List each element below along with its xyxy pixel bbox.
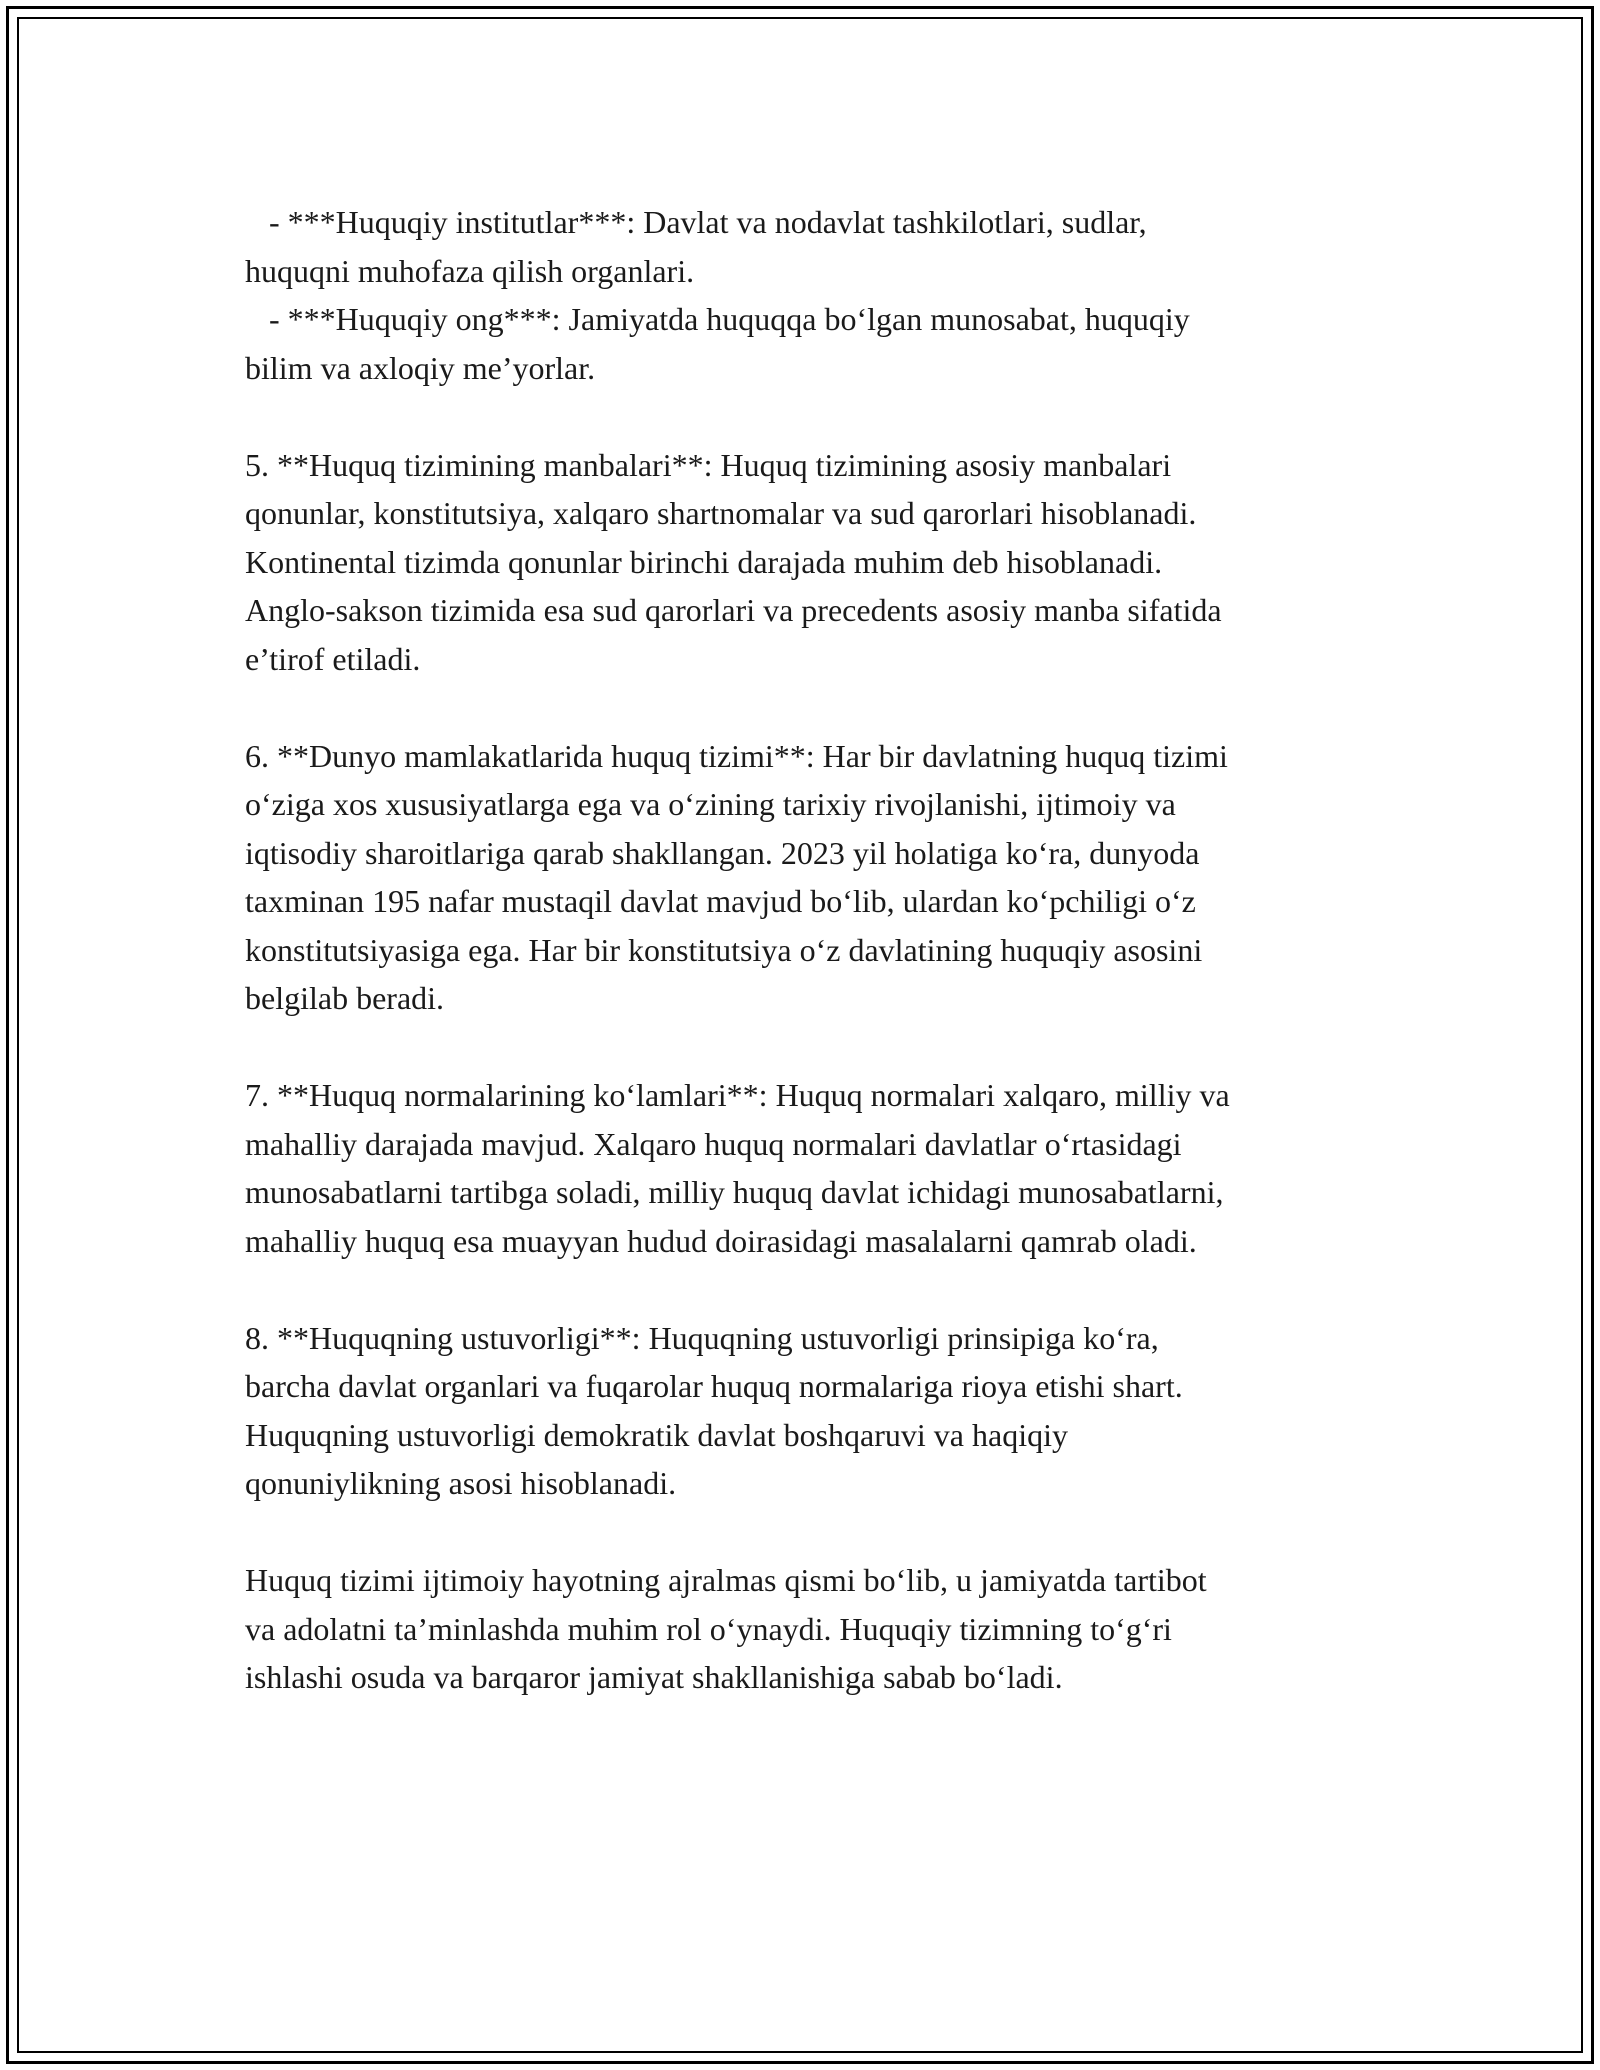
paragraph-conclusion — [245, 1556, 1385, 1702]
text-line: barcha davlat organlari va fuqarolar huquq normalariga rioya etishi shart. — [245, 1368, 1183, 1404]
paragraph-spacer — [245, 683, 1385, 732]
page-frame — [6, 6, 1594, 2064]
text-line: 8. **Huquqning ustuvorligi**: Huquqning ustuvorligi prinsipiga ko‘ra, — [245, 1319, 1159, 1356]
text-line: taxminan 195 nafar mustaqil davlat mavjud bo‘lib, ulardan ko‘pchiligi o‘z — [245, 883, 1196, 919]
paragraph-item-8 — [245, 1314, 1385, 1508]
text-line: - ***Huquqiy institutlar***: Davlat va nodavlat tashkilotlari, sudlar, — [245, 204, 1147, 240]
text-line: qonunlar, konstitutsiya, xalqaro shartnomalar va sud qarorlari hisoblanadi. — [245, 495, 1197, 531]
text-line: Anglo-sakson tizimida esa sud qarorlari va precedents asosiy manba sifatida — [245, 592, 1222, 628]
paragraph-item-6 — [245, 732, 1385, 1023]
paragraph-spacer — [245, 1508, 1385, 1557]
text-line: bilim va axloqiy me’yorlar. — [245, 349, 596, 386]
paragraph-item-5 — [245, 441, 1385, 684]
text-line: belgilab beradi. — [245, 980, 445, 1016]
text-line: ishlashi osuda va barqaror jamiyat shakllanishiga sabab bo‘ladi. — [245, 1659, 1063, 1695]
paragraph-huquqiy-institutlar — [245, 198, 1385, 295]
text-line: Kontinental tizimda qonunlar birinchi darajada muhim deb hisoblanadi. — [245, 543, 1163, 580]
text-line: mahalliy huquq esa muayyan hudud doirasidagi masalalarni qamrab oladi. — [245, 1222, 1197, 1259]
text-line: 7. **Huquq normalarining ko‘lamlari**: Huquq normalari xalqaro, milliy va — [245, 1077, 1230, 1113]
paragraph-spacer — [245, 1023, 1385, 1072]
text-line: 5. **Huquq tizimining manbalari**: Huquq tizimining asosiy manbalari — [245, 446, 1172, 483]
text-line: 6. **Dunyo mamlakatlarida huquq tizimi**: Har bir davlatning huquq tizimi — [245, 737, 1228, 774]
paragraph-item-7 — [245, 1071, 1385, 1265]
paragraph-spacer — [245, 1265, 1385, 1314]
text-line: va adolatni ta’minlashda muhim rol o‘ynaydi. Huquqiy tizimning to‘g‘ri — [245, 1610, 1172, 1647]
text-line: Huquqning ustuvorligi demokratik davlat boshqaruvi va haqiqiy — [245, 1416, 1068, 1453]
text-line: iqtisodiy sharoitlariga qarab shakllangan. 2023 yil holatiga ko‘ra, dunyoda — [245, 834, 1200, 871]
text-line: e’tirof etiladi. — [245, 640, 421, 677]
text-line: munosabatlarni tartibga soladi, milliy huquq davlat ichidagi munosabatlarni, — [245, 1174, 1224, 1210]
text-line: qonuniylikning asosi hisoblanadi. — [245, 1465, 677, 1501]
text-line: Huquq tizimi ijtimoiy hayotning ajralmas qismi bo‘lib, u jamiyatda tartibot — [245, 1562, 1207, 1598]
paragraph-spacer — [245, 392, 1385, 441]
text-line: - ***Huquqiy ong***: Jamiyatda huquqqa bo‘lgan munosabat, huquqiy — [245, 301, 1190, 337]
text-line: konstitutsiyasiga ega. Har bir konstitutsiya o‘z davlatining huquqiy asosini — [245, 931, 1203, 968]
text-line: mahalliy darajada mavjud. Xalqaro huquq normalari davlatlar o‘rtasidagi — [245, 1125, 1182, 1162]
document-body — [245, 198, 1385, 1702]
paragraph-huquqiy-ong — [245, 295, 1385, 392]
text-line: o‘ziga xos xususiyatlarga ega va o‘zining tarixiy rivojlanishi, ijtimoiy va — [245, 786, 1176, 822]
text-line: huquqni muhofaza qilish organlari. — [245, 252, 695, 289]
